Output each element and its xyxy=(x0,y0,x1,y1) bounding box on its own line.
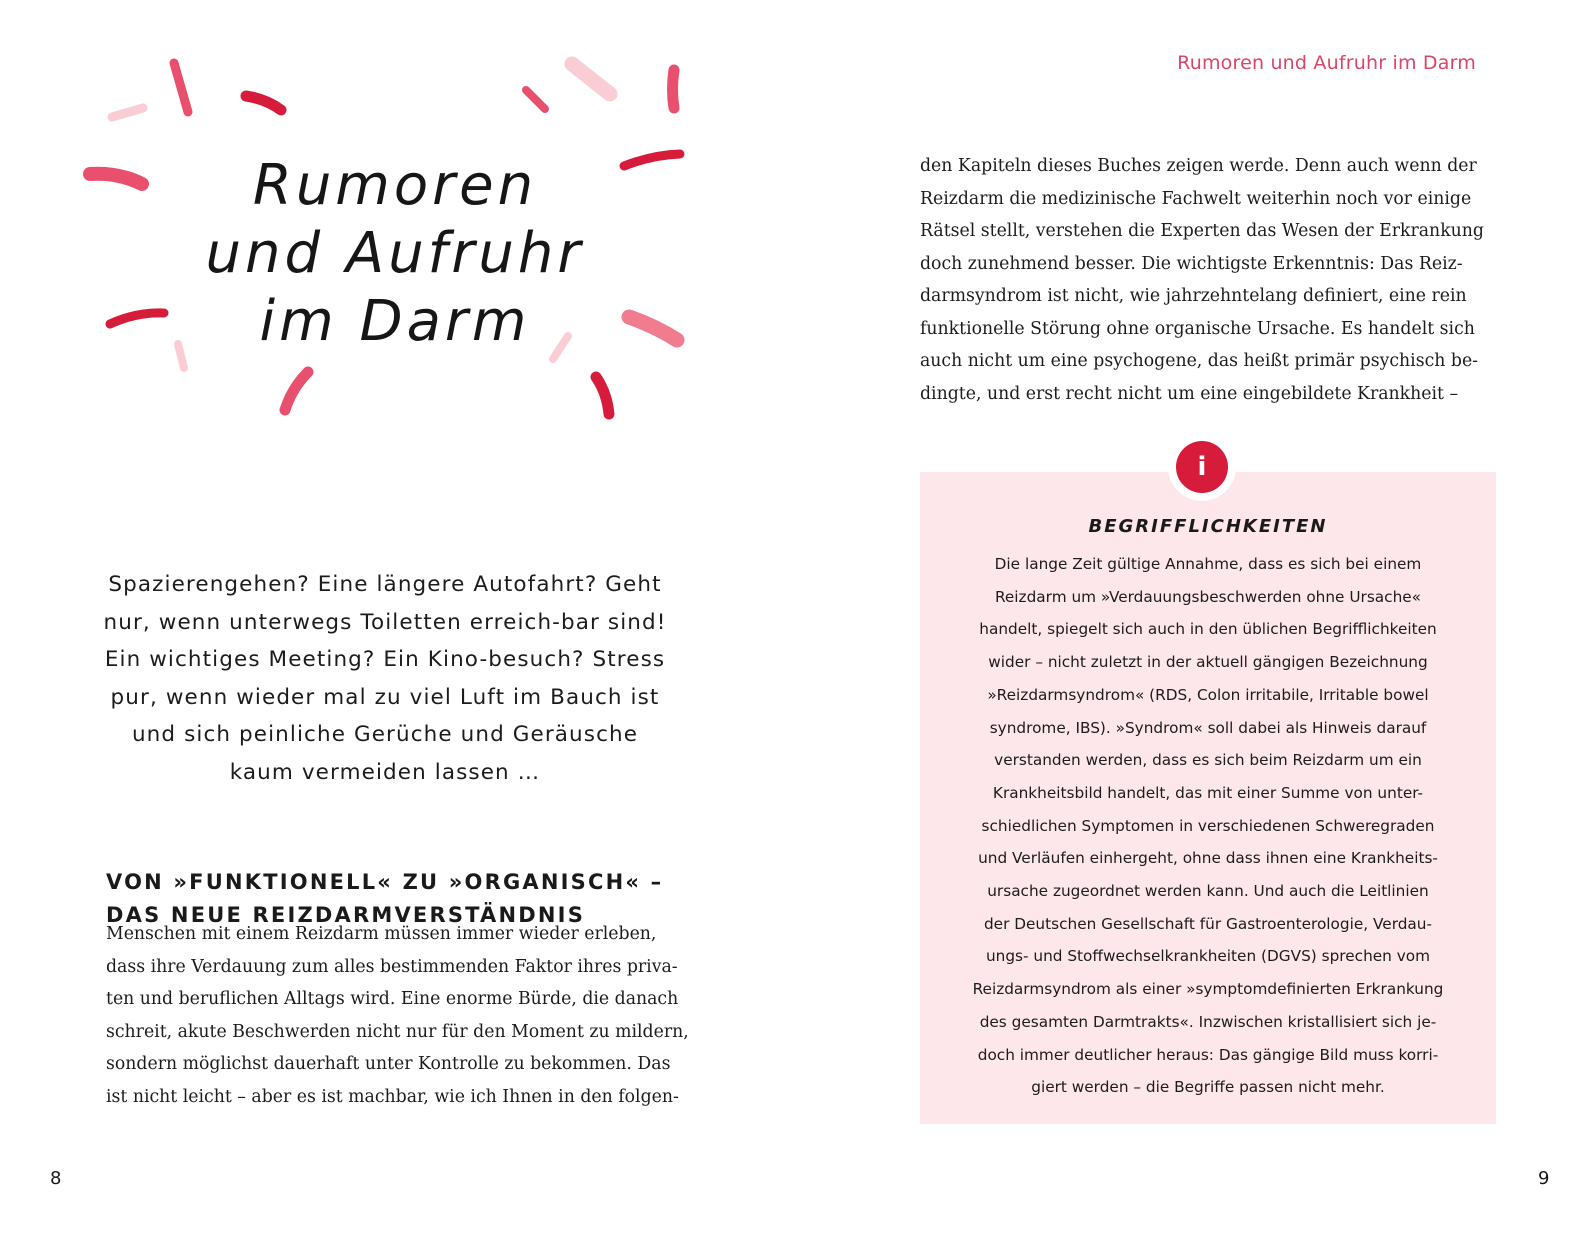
chapter-title-line: Rumoren xyxy=(252,153,538,218)
info-icon: i xyxy=(1176,441,1228,493)
confetti-stroke xyxy=(572,64,610,94)
body-line: ten und beruflichen Alltags wird. Eine enorme Bürde, die danach xyxy=(106,989,679,1009)
body-line: dingte, und erst recht nicht um eine eingebildete Krankheit – xyxy=(920,383,1459,404)
body-line: sondern möglichst dauerhaft unter Kontrolle zu bekommen. Das xyxy=(106,1054,671,1074)
body-text-left xyxy=(106,918,689,1113)
info-line: Reizdarmsyndrom als einer »symptomdefinierten Erkrankung xyxy=(972,980,1444,999)
section-heading-line: VON »FUNKTIONELL« ZU »ORGANISCH« – xyxy=(106,870,664,894)
info-line: Krankheitsbild handelt, das mit einer Summe von unter- xyxy=(992,783,1424,802)
body-line: dass ihre Verdauung zum alles bestimmenden Faktor ihres priva- xyxy=(106,956,678,977)
info-line: »Reizdarmsyndrom« (RDS, Colon irritabile, Irritable bowel xyxy=(987,685,1429,704)
info-line: giert werden – die Begriffe passen nicht mehr. xyxy=(1031,1078,1385,1097)
body-line: Rätsel stellt, verstehen die Experten das Wesen der Erkrankung xyxy=(920,221,1484,241)
running-head: Rumoren und Aufruhr im Darm xyxy=(1177,52,1476,74)
info-line: wider – nicht zuletzt in der aktuell gängigen Bezeichnung xyxy=(988,653,1428,672)
info-line: verstanden werden, dass es sich beim Reizdarm um ein xyxy=(994,751,1422,770)
info-box-title: BEGRIFFLICHKEITEN xyxy=(1088,516,1328,537)
page-number-left: 8 xyxy=(50,1168,62,1189)
body-text-right xyxy=(920,150,1500,410)
info-line: handelt, spiegelt sich auch in den üblichen Begrifflichkeiten xyxy=(979,620,1437,639)
info-box-body xyxy=(920,548,1496,1104)
confetti-stroke xyxy=(90,174,142,184)
body-line: Reizdarm die medizinische Fachwelt weiterhin noch vor einige xyxy=(920,188,1472,209)
info-badge xyxy=(1168,433,1236,501)
confetti-stroke xyxy=(285,372,308,410)
page-number-right: 9 xyxy=(1538,1168,1550,1189)
info-line: der Deutschen Gesellschaft für Gastroenterologie, Verdau- xyxy=(983,914,1433,933)
info-line: ursache zugeordnet werden kann. Und auch die Leitlinien xyxy=(987,882,1429,901)
info-line: Die lange Zeit gültige Annahme, dass es sich bei einem xyxy=(994,555,1422,573)
confetti-stroke xyxy=(673,70,675,108)
chapter-title-line: im Darm xyxy=(259,289,531,354)
confetti-stroke xyxy=(174,63,188,112)
chapter-title-line: und Aufruhr xyxy=(205,221,585,286)
body-line: darmsyndrom ist nicht, wie jahrzehntelang definiert, eine rein xyxy=(920,286,1467,306)
body-line: doch zunehmend besser. Die wichtigste Erkenntnis: Das Reiz- xyxy=(920,253,1463,274)
confetti-stroke xyxy=(596,377,609,414)
confetti-stroke xyxy=(526,90,545,109)
info-line: ungs- und Stoffwechselkrankheiten (DGVS) sprechen vom xyxy=(985,947,1431,966)
body-line: ist nicht leicht – aber es ist machbar, wie ich Ihnen in den folgen- xyxy=(106,1086,679,1107)
info-line: syndrome, IBS). »Syndrom« soll dabei als Hinweis darauf xyxy=(989,718,1427,737)
body-line: den Kapiteln dieses Buches zeigen werde. Denn auch wenn der xyxy=(920,156,1477,176)
body-line: schreit, akute Beschwerden nicht nur für den Moment zu mildern, xyxy=(106,1021,689,1042)
info-line: und Verläufen einhergeht, ohne dass ihnen eine Krankheits- xyxy=(978,849,1438,868)
confetti-stroke xyxy=(112,108,143,117)
body-line: auch nicht um eine psychogene, das heißt primär psychisch be- xyxy=(920,351,1479,371)
intro-teaser: Spazierengehen? Eine längere Autofahrt? Geht nur, wenn unterwegs Toiletten erreich-bar sind! Ein wichtiges Meeting? Ein Kino-besuch? Stress pur, wenn wieder mal zu viel Luft im Bauch ist und sich peinliche Gerüche und Geräusche kaum vermeiden lassen … xyxy=(103,572,667,785)
body-line: Menschen mit einem Reizdarm müssen immer wieder erleben, xyxy=(106,924,657,944)
section-heading-line: DAS NEUE REIZDARMVERSTÄNDNIS xyxy=(106,903,586,927)
body-line: funktionelle Störung ohne organische Ursache. Es handelt sich xyxy=(920,318,1475,339)
chapter-title xyxy=(140,152,650,356)
info-line: doch immer deutlicher heraus: Das gängige Bild muss korri- xyxy=(977,1045,1439,1064)
info-line: Reizdarm um »Verdauungsbeschwerden ohne Ursache« xyxy=(994,587,1422,606)
confetti-stroke xyxy=(246,96,281,110)
info-line: schiedlichen Symptomen in verschiedenen Schweregraden xyxy=(981,816,1435,835)
info-line: des gesamten Darmtrakts«. Inzwischen kristallisiert sich je- xyxy=(979,1012,1437,1031)
